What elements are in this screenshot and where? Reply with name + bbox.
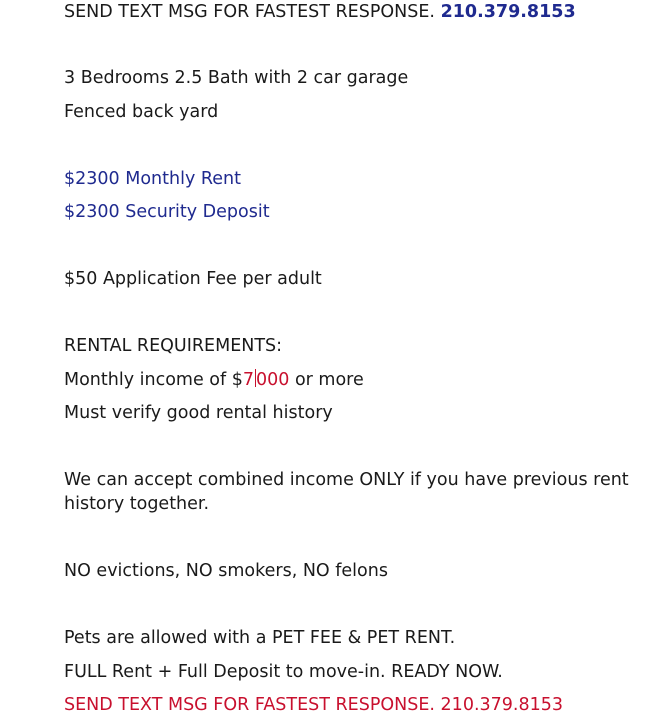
yard-line: Fenced back yard [64, 102, 219, 122]
footer-contact-line: SEND TEXT MSG FOR FASTEST RESPONSE. 210.379.8153 [64, 695, 564, 715]
header-phone-number: 210.379.8153 [440, 2, 576, 22]
header-cta-text: SEND TEXT MSG FOR FASTEST RESPONSE. [64, 2, 435, 22]
rental-history-line: Must verify good rental history [64, 403, 333, 423]
income-suffix: or more [289, 370, 364, 390]
monthly-rent-line: $2300 Monthly Rent [64, 169, 241, 189]
income-amount-first-digit: 7 [242, 370, 254, 390]
pets-line: Pets are allowed with a PET FEE & PET RENT. [64, 628, 456, 648]
combined-income-paragraph: We can accept combined income ONLY if you have previous rent history together. [64, 470, 629, 514]
income-requirement-line [64, 368, 364, 392]
security-deposit-line: $2300 Security Deposit [64, 202, 270, 222]
income-amount-rest: 000 [256, 370, 290, 390]
income-prefix: Monthly income of $ [64, 370, 243, 390]
rooms-line: 3 Bedrooms 2.5 Bath with 2 car garage [64, 68, 409, 88]
move-in-line: FULL Rent + Full Deposit to move-in. READY NOW. [64, 662, 503, 682]
restrictions-line: NO evictions, NO smokers, NO felons [64, 561, 388, 581]
requirements-heading: RENTAL REQUIREMENTS: [64, 336, 283, 356]
application-fee-line: $50 Application Fee per adult [64, 269, 322, 289]
header-contact-line [64, 0, 576, 24]
